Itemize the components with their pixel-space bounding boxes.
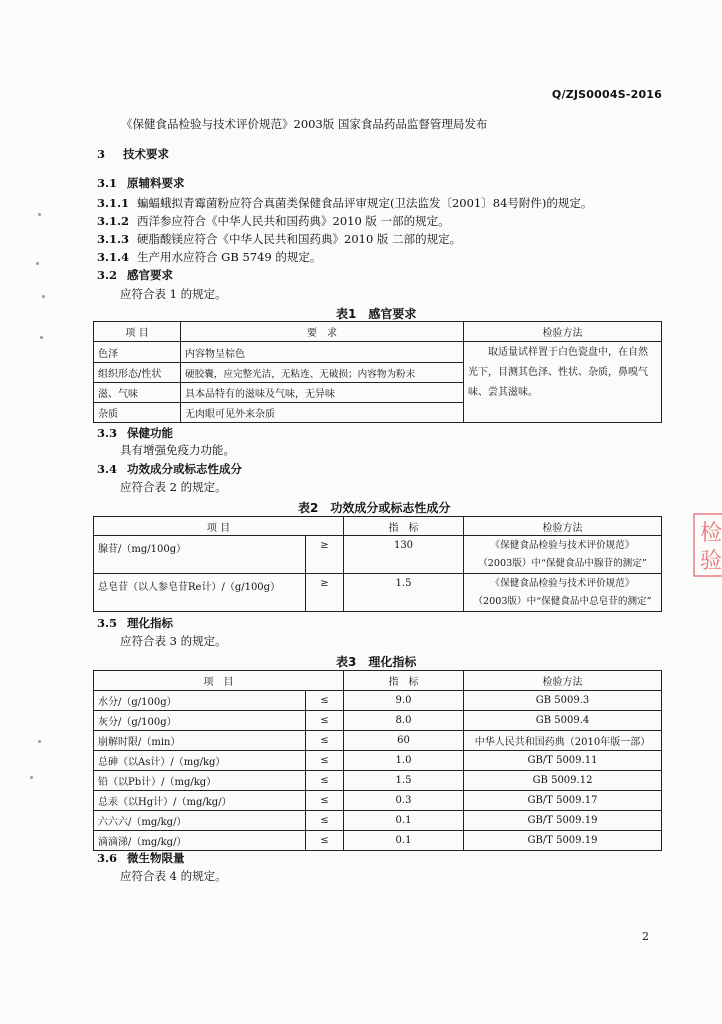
clause-3-1-1 [97, 195, 592, 211]
section-number: 3.4 [97, 462, 118, 476]
table3-value: 0.3 [344, 791, 464, 811]
section-3-3-heading [97, 425, 173, 441]
section-title: 功效成分或标志性成分 [127, 462, 242, 476]
table3-item: 总砷（以As计）/（mg/kg） [94, 751, 306, 771]
clause-text: 硬脂酸镁应符合《中华人民共和国药典》2010 版 二部的规定。 [137, 232, 462, 246]
table3-value: 0.1 [344, 811, 464, 831]
scan-speck [42, 295, 45, 298]
scan-speck [36, 262, 39, 265]
table3-value: 60 [344, 731, 464, 751]
section-3-heading [97, 146, 169, 162]
table3-op: ≤ [306, 811, 344, 831]
clause-text: 生产用水应符合 GB 5749 的规定。 [137, 250, 322, 264]
section-number: 3 [97, 147, 106, 161]
table2-method-line2: （2003版）中“保健食品中腺苷的测定” [478, 557, 647, 569]
table1-item: 组织形态/性状 [94, 363, 181, 383]
table3-header-value: 指 标 [344, 671, 464, 691]
table3-method: GB/T 5009.19 [464, 811, 662, 831]
clause-text: 西洋参应符合《中华人民共和国药典》2010 版 一部的规定。 [137, 214, 450, 228]
table1-req: 内容物呈棕色 [181, 342, 464, 363]
svg-text:验: 验 [700, 549, 722, 574]
table3-method: GB/T 5009.11 [464, 751, 662, 771]
section-3-6-body: 应符合表 4 的规定。 [120, 869, 227, 883]
table1-req: 具本品特有的滋味及气味，无异味 [181, 383, 464, 403]
table1-item: 色泽 [94, 342, 181, 363]
table1-req: 无肉眼可见外来杂质 [181, 403, 464, 423]
seal-stamp [690, 512, 722, 578]
table-row [94, 751, 662, 771]
table3-item: 灰分/（g/100g） [94, 711, 306, 731]
table3-method: 中华人民共和国药典（2010年版一部） [464, 731, 662, 751]
clause-number: 3.1.3 [97, 232, 130, 246]
table2-header-value: 指 标 [344, 517, 464, 536]
scan-speck [38, 213, 41, 216]
table-row [94, 771, 662, 791]
table1-header-item: 项 目 [94, 322, 181, 342]
intro-line: 《保健食品检验与技术评价规范》2003版 国家食品药品监督管理局发布 [121, 117, 488, 131]
clause-text: 蝙蝠蛾拟青霉菌粉应符合真菌类保健食品评审规定(卫法监发〔2001〕84号附件)的规定。 [137, 196, 593, 210]
page-number: 2 [642, 930, 649, 943]
table-row [94, 831, 662, 851]
table3-value: 9.0 [344, 691, 464, 711]
section-title: 原辅料要求 [127, 176, 185, 190]
scan-speck [40, 336, 43, 339]
section-number: 3.2 [97, 268, 118, 282]
table2-header-item: 项 目 [94, 517, 344, 536]
section-number: 3.3 [97, 426, 118, 440]
svg-text:检: 检 [700, 521, 722, 546]
table3-item: 水分/（g/100g） [94, 691, 306, 711]
clause-3-1-4 [97, 249, 321, 265]
table3-value: 0.1 [344, 831, 464, 851]
table3-method: GB 5009.3 [464, 691, 662, 711]
table2-method-line1: 《保健食品检验与技术评价规范》 [490, 577, 635, 589]
section-3-2-heading [97, 267, 173, 283]
table-row [94, 791, 662, 811]
table2-value: 1.5 [344, 574, 464, 612]
table3-op: ≤ [306, 711, 344, 731]
section-3-1-heading [97, 175, 185, 191]
table3-method: GB 5009.12 [464, 771, 662, 791]
clause-number: 3.1.2 [97, 214, 130, 228]
table3-caption: 表3 理化指标 [336, 655, 417, 669]
table3-value: 1.0 [344, 751, 464, 771]
table2-method [464, 536, 662, 574]
section-title: 技术要求 [123, 147, 169, 161]
table3-op: ≤ [306, 771, 344, 791]
table3-header-method: 检验方法 [464, 671, 662, 691]
clause-3-1-3 [97, 231, 461, 247]
table2-method [464, 574, 662, 612]
table-row [94, 536, 662, 574]
section-3-3-body: 具有增强免疫力功能。 [120, 443, 235, 457]
table3-op: ≤ [306, 731, 344, 751]
table1-item: 杂质 [94, 403, 181, 423]
clause-number: 3.1.4 [97, 250, 130, 264]
table2-item: 腺苷/（mg/100g） [94, 536, 306, 574]
table2-caption: 表2 功效成分或标志性成分 [298, 501, 451, 515]
table3-op: ≤ [306, 791, 344, 811]
table3-value: 1.5 [344, 771, 464, 791]
section-3-5-body: 应符合表 3 的规定。 [120, 634, 227, 648]
table3-method: GB 5009.4 [464, 711, 662, 731]
table3-op: ≤ [306, 751, 344, 771]
section-3-6-heading [97, 850, 185, 866]
table3-method: GB/T 5009.17 [464, 791, 662, 811]
table-row [94, 811, 662, 831]
table3-physicochemical [93, 670, 662, 851]
table1-item: 滋、气味 [94, 383, 181, 403]
table3-item: 崩解时限/（min） [94, 731, 306, 751]
section-number: 3.5 [97, 616, 118, 630]
table1-method: 取适量试样置于白色瓷盘中，在自然光下，目测其色泽、性状、杂质，鼻嗅气味、尝其滋味。 [464, 342, 662, 423]
scan-speck [38, 740, 41, 743]
section-number: 3.6 [97, 851, 118, 865]
table1-header-method: 检验方法 [464, 322, 662, 342]
table3-value: 8.0 [344, 711, 464, 731]
table3-op: ≤ [306, 831, 344, 851]
table3-item: 铅（以Pb计）/（mg/kg） [94, 771, 306, 791]
section-3-5-heading [97, 615, 173, 631]
table3-item: 滴滴涕/（mg/kg/） [94, 831, 306, 851]
table-row [94, 574, 662, 612]
section-3-4-body: 应符合表 2 的规定。 [120, 480, 227, 494]
table2-item: 总皂苷（以人参皂苷Re计）/（g/100g） [94, 574, 306, 612]
section-3-2-body: 应符合表 1 的规定。 [120, 287, 227, 301]
table3-item: 总汞（以Hg计）/（mg/kg/） [94, 791, 306, 811]
table2-op: ≥ [306, 574, 344, 612]
section-number: 3.1 [97, 176, 118, 190]
table1-req: 硬胶囊，应完整光洁，无粘连、无破损；内容物为粉末 [181, 363, 464, 383]
table-row [94, 711, 662, 731]
table1-sensory [93, 321, 662, 423]
seal-icon [690, 512, 722, 578]
table2-functional [93, 516, 662, 612]
section-title: 保健功能 [127, 426, 173, 440]
table-row [94, 691, 662, 711]
table3-header-item: 项 目 [94, 671, 344, 691]
table2-value: 130 [344, 536, 464, 574]
table3-op: ≤ [306, 691, 344, 711]
table1-caption: 表1 感官要求 [336, 307, 417, 321]
section-title: 微生物限量 [127, 851, 185, 865]
table-row [94, 342, 662, 363]
section-title: 感官要求 [127, 268, 173, 282]
section-title: 理化指标 [127, 616, 173, 630]
table3-method: GB/T 5009.19 [464, 831, 662, 851]
table3-item: 六六六/（mg/kg/） [94, 811, 306, 831]
scan-speck [30, 776, 33, 779]
table-row [94, 731, 662, 751]
clause-number: 3.1.1 [97, 196, 130, 210]
clause-3-1-2 [97, 213, 450, 229]
table2-method-line2: （2003版）中“保健食品中总皂苷的测定” [473, 595, 652, 607]
table1-header-req: 要 求 [181, 322, 464, 342]
document-code: Q/ZJS0004S-2016 [551, 88, 662, 101]
section-3-4-heading [97, 461, 242, 477]
table2-method-line1: 《保健食品检验与技术评价规范》 [490, 539, 635, 551]
table2-op: ≥ [306, 536, 344, 574]
table2-header-method: 检验方法 [464, 517, 662, 536]
